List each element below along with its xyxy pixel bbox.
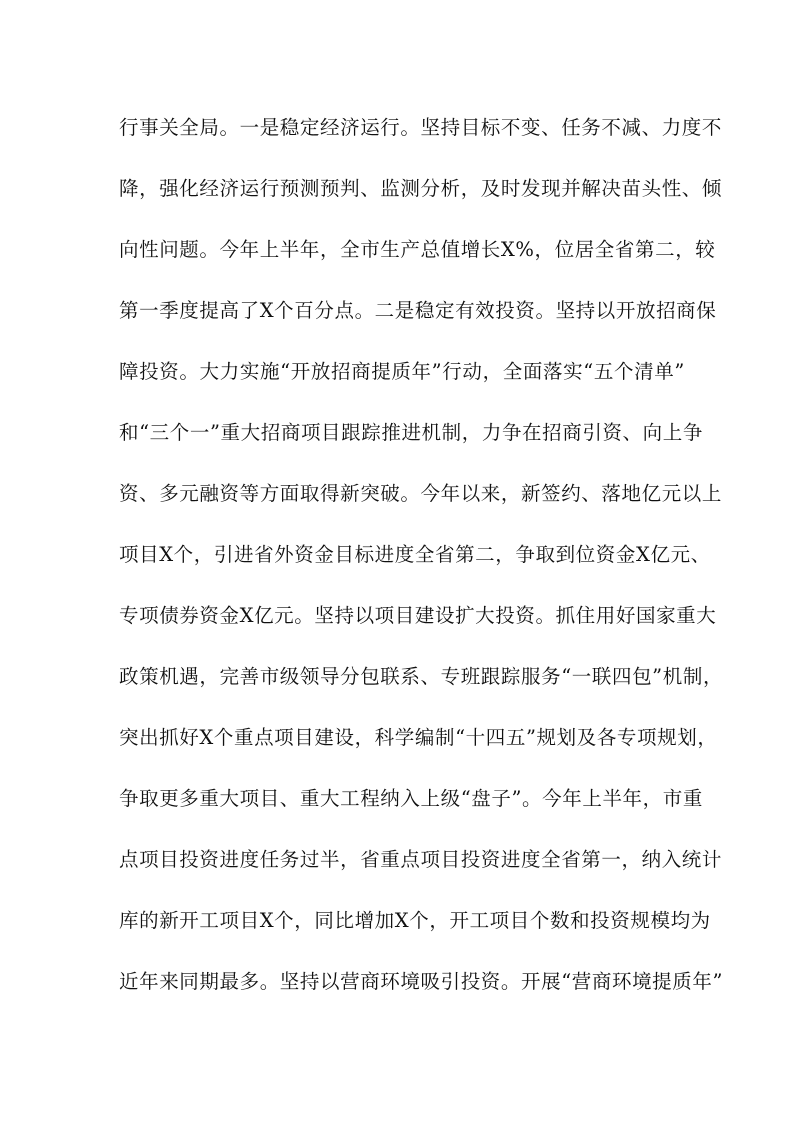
text-line: 资、多元融资等方面取得新突破。今年以来，新签约、落地亿元以上 bbox=[119, 482, 723, 505]
text-line: 突出抓好X个重点项目建设，科学编制“十四五”规划及各专项规划， bbox=[119, 726, 718, 749]
text-line: 点项目投资进度任务过半，省重点项目投资进度全省第一，纳入统计 bbox=[119, 848, 723, 871]
text-line: 争取更多重大项目、重大工程纳入上级“盘子”。今年上半年，市重 bbox=[119, 787, 703, 810]
text-line: 近年来同期最多。坚持以营商环境吸引投资。开展“营商环境提质年” bbox=[119, 970, 724, 993]
body-paragraph bbox=[119, 113, 724, 1028]
text-line: 库的新开工项目X个，同比增加X个，开工项目个数和投资规模均为 bbox=[119, 909, 711, 932]
text-line: 政策机遇，完善市级领导分包联系、专班跟踪服务“一联四包”机制， bbox=[119, 665, 724, 688]
text-line: 向性问题。今年上半年，全市生产总值增长X%，位居全省第二，较 bbox=[119, 238, 716, 261]
text-line: 和“三个一”重大招商项目跟踪推进机制，力争在招商引资、向上争 bbox=[119, 421, 703, 444]
text-line: 项目X个，引进省外资金目标进度全省第二，争取到位资金X亿元、 bbox=[119, 543, 711, 566]
text-line: 专项债券资金X亿元。坚持以项目建设扩大投资。抓住用好国家重大 bbox=[119, 604, 717, 627]
text-line: 降，强化经济运行预测预判、监测分析，及时发现并解决苗头性、倾 bbox=[119, 177, 723, 200]
text-line: 行事关全局。一是稳定经济运行。坚持目标不变、任务不减、力度不 bbox=[119, 116, 723, 139]
text-line: 第一季度提高了X个百分点。二是稳定有效投资。坚持以开放招商保 bbox=[119, 299, 717, 322]
text-line: 障投资。大力实施“开放招商提质年”行动，全面落实“五个清单” bbox=[119, 360, 685, 383]
